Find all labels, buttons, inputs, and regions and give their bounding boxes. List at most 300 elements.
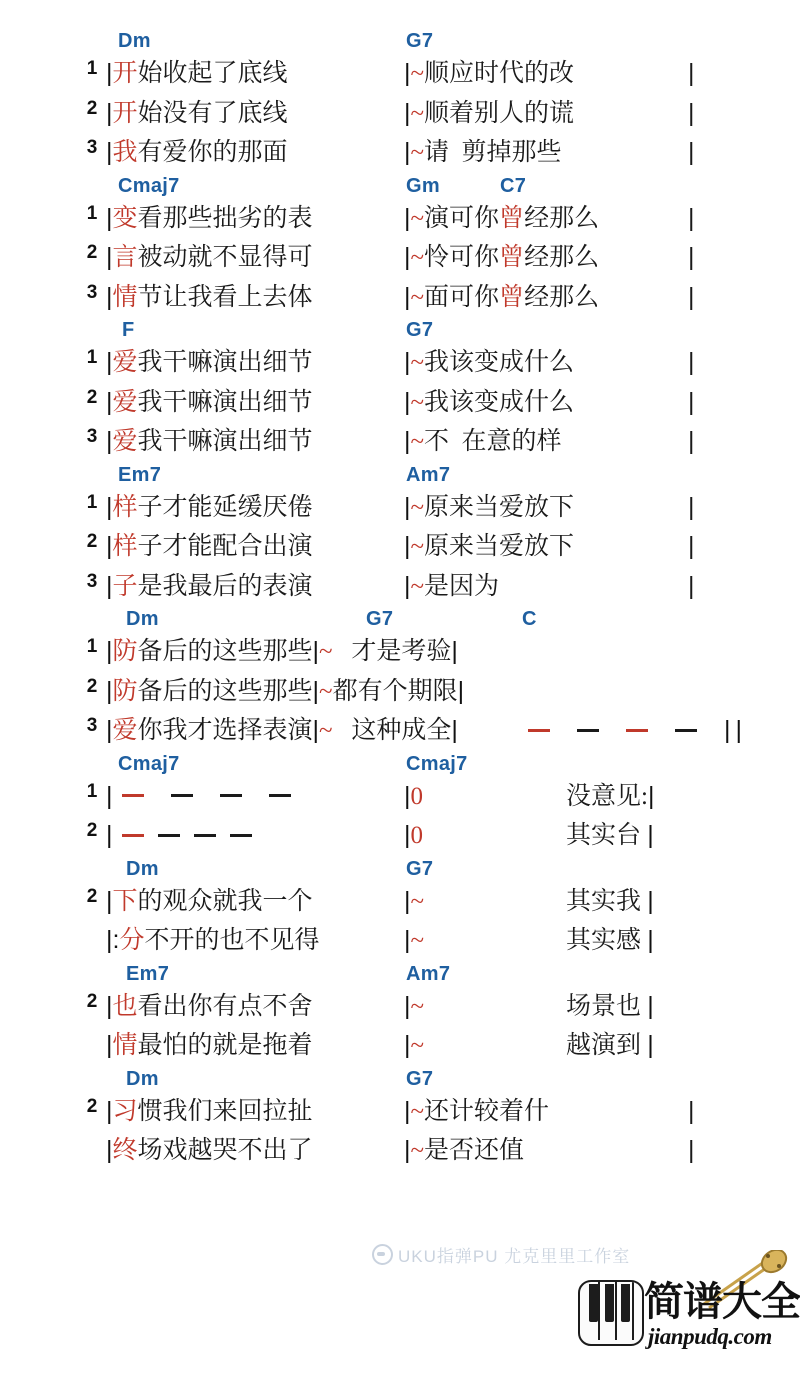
chord-label: G7	[366, 608, 394, 630]
lyric-text: 最怕的就是拖着	[137, 1032, 313, 1059]
measure-bar: |	[106, 203, 113, 232]
lyric-column-left	[106, 385, 313, 420]
lyric-column-right	[404, 424, 562, 459]
measure-bar: |	[106, 348, 113, 376]
watermark-text: UKU指弹PU 尤克里里工作室	[398, 1247, 631, 1266]
lyric-column-left	[106, 280, 313, 315]
lyric-text: 这种成全	[332, 717, 452, 744]
lyric-row	[0, 345, 800, 385]
lyric-column-left	[106, 56, 288, 91]
measure-bar: |	[106, 282, 113, 311]
lyric-text: 我该变成什么	[424, 349, 575, 376]
accent-syllable: ~	[410, 887, 425, 915]
lyric-column-left	[106, 1133, 313, 1168]
lyric-text: 始收起了底线	[137, 60, 288, 87]
accent-syllable: ~	[410, 927, 425, 954]
lyric-column-right	[404, 385, 574, 420]
chord-section	[0, 319, 800, 464]
accent-syllable: ~	[410, 992, 425, 1020]
lyric-text: 请 剪掉那些	[424, 139, 562, 166]
measure-bar: |	[404, 571, 411, 600]
accent-syllable: 开	[112, 99, 138, 127]
lyric-text: 都有个期限	[332, 677, 458, 705]
lyric-column-right	[404, 923, 424, 958]
measure-bar: |	[404, 991, 411, 1020]
end-measure-bar: |	[688, 138, 695, 166]
accent-syllable: 我	[112, 139, 138, 166]
end-measure-bar: |	[688, 1136, 695, 1164]
end-measure-bar: |	[688, 203, 695, 232]
measure-bar: |	[404, 532, 411, 560]
accent-syllable: 终	[112, 1137, 138, 1164]
chord-row	[0, 1068, 800, 1094]
accent-syllable: ~	[410, 493, 425, 521]
accent-syllable: 0	[410, 782, 423, 810]
lyric-column-right	[404, 779, 423, 814]
end-measure-bar: |	[688, 243, 695, 271]
tone-dash	[122, 834, 144, 837]
lyric-text: 始没有了底线	[137, 99, 288, 127]
verse-number: 2	[86, 97, 98, 119]
lyric-text: 子才能延缓厌倦	[137, 493, 313, 521]
chord-row	[0, 464, 800, 490]
lyric-text: 没意见:	[566, 782, 648, 810]
lyric-text: 我干嘛演出细节	[137, 388, 313, 416]
lyric-column-left	[106, 240, 313, 275]
lyric-column-right	[404, 345, 574, 380]
lyric-text: 不 在意的样	[424, 428, 562, 455]
tone-dash	[171, 794, 193, 797]
tone-dash	[194, 834, 216, 837]
chord-row	[0, 753, 800, 779]
lyric-row	[0, 884, 800, 924]
chord-label: Em7	[126, 962, 170, 985]
measure-bar: |	[404, 427, 411, 455]
end-measure-bar: |	[688, 348, 695, 376]
measure-bar: |	[647, 886, 654, 915]
tone-dash	[528, 729, 550, 732]
chord-section	[0, 1068, 800, 1173]
verse-number: 2	[86, 990, 98, 1012]
accent-syllable: 爱	[112, 349, 138, 376]
chord-label: Dm	[118, 30, 151, 52]
accent-syllable: ~	[410, 349, 425, 376]
lyric-column-left	[106, 424, 313, 459]
chord-row	[0, 858, 800, 884]
lyric-column-right	[404, 529, 574, 564]
lyric-text: 是否还值	[424, 1137, 525, 1164]
end-measure-bar: |	[688, 282, 695, 311]
measure-bar: |	[106, 1096, 113, 1125]
accent-syllable: ~	[319, 677, 333, 705]
end-measure-bar: |	[688, 492, 695, 521]
measure-bar: |	[312, 716, 320, 744]
verse-number: 3	[86, 570, 98, 592]
lyric-text: 其实感	[566, 927, 648, 954]
accent-syllable: ~	[410, 204, 425, 232]
lyric-text: 被动就不显得可	[137, 244, 313, 271]
tone-dash	[626, 729, 648, 732]
measure-bar: |	[106, 781, 113, 810]
lyric-column-right	[404, 1133, 524, 1168]
lyric-row	[0, 135, 800, 175]
lyric-column-right	[404, 280, 599, 315]
accent-syllable: 曾	[499, 283, 525, 311]
measure-bar: |	[404, 821, 411, 849]
accent-syllable: ~	[410, 388, 425, 416]
lyric-text: 其实我	[566, 887, 648, 915]
measure-bar: |	[404, 886, 411, 915]
accent-syllable: 防	[112, 638, 138, 665]
accent-syllable: 情	[112, 283, 138, 311]
lyric-row	[0, 923, 800, 963]
measure-bar: |	[312, 637, 320, 665]
chord-row	[0, 30, 800, 56]
lyric-text: 顺着别人的谎	[424, 99, 575, 127]
lyric-column-tail	[566, 779, 654, 814]
chord-section	[0, 175, 800, 320]
lyric-row	[0, 424, 800, 464]
accent-syllable: 也	[112, 992, 138, 1020]
accent-syllable: ~	[410, 533, 425, 560]
accent-syllable: ~	[410, 1097, 425, 1125]
final-double-bar: ||	[724, 715, 747, 744]
chord-row	[0, 608, 800, 634]
verse-number: 1	[86, 636, 98, 657]
lyric-text: 备后的这些那些	[137, 638, 313, 665]
lyric-column-left	[106, 884, 313, 919]
lyric-column-left	[106, 634, 458, 669]
verse-number: 1	[86, 202, 98, 224]
verse-number: 3	[86, 715, 98, 736]
end-measure-bar: |	[688, 98, 695, 127]
measure-bar: |	[404, 1136, 411, 1164]
accent-syllable: 爱	[112, 388, 138, 416]
tone-dash	[230, 834, 252, 837]
lyric-text: 场戏越哭不出了	[137, 1137, 313, 1164]
verse-number: 2	[86, 885, 98, 907]
chord-row	[0, 175, 800, 201]
lyric-text: 不开的也不见得	[144, 927, 320, 954]
lyric-row	[0, 385, 800, 425]
lyric-column-left	[106, 345, 313, 380]
lyric-text: 我干嘛演出细节	[137, 428, 313, 455]
chord-label: C	[522, 608, 537, 630]
tone-dash	[675, 729, 697, 732]
measure-bar: |	[404, 348, 411, 376]
tone-dash	[122, 794, 144, 797]
accent-syllable: ~	[319, 638, 333, 665]
end-measure-bar: |	[688, 1096, 695, 1125]
lyric-text: 顺应时代的改	[424, 60, 575, 87]
chord-row	[0, 319, 800, 345]
accent-syllable: ~	[410, 428, 425, 455]
chord-section	[0, 464, 800, 609]
chord-label: Cmaj7	[406, 752, 468, 775]
measure-bar: |	[106, 821, 113, 849]
lyric-column-right	[404, 569, 499, 604]
lyric-row	[0, 1094, 800, 1134]
measure-bar: |	[404, 282, 411, 311]
end-measure-bar: |	[688, 59, 695, 87]
lyric-row	[0, 1028, 800, 1068]
verse-number: 3	[86, 426, 98, 447]
measure-bar: |	[106, 571, 113, 600]
tone-dash	[158, 834, 180, 837]
measure-bar: |	[404, 492, 411, 521]
accent-syllable: ~	[410, 572, 425, 600]
measure-bar: |	[404, 1096, 411, 1125]
chord-section	[0, 858, 800, 963]
brand-name-cn: 简谱大全	[644, 1280, 800, 1324]
end-measure-bar: |	[688, 532, 695, 560]
lyric-row	[0, 989, 800, 1029]
lyric-column-right	[404, 240, 599, 275]
accent-syllable: 爱	[112, 428, 138, 455]
chord-label: Cmaj7	[118, 752, 180, 775]
measure-bar: |	[106, 59, 113, 87]
measure-bar: |	[106, 676, 113, 705]
lyric-text: 越演到	[566, 1032, 648, 1059]
measure-bar: |	[451, 716, 458, 744]
lyric-column-left	[106, 779, 113, 814]
chord-label: G7	[406, 857, 434, 880]
accent-syllable: 习	[112, 1097, 138, 1125]
lyric-column-left	[106, 1028, 313, 1063]
lyric-text: 有爱你的那面	[137, 139, 288, 166]
accent-syllable: 分	[119, 927, 145, 954]
chord-label: Em7	[118, 463, 162, 486]
lyric-text: 演可你	[424, 204, 500, 232]
lyric-column-right	[404, 490, 574, 525]
measure-bar: |	[647, 781, 655, 810]
measure-bar: |	[106, 243, 113, 271]
lyric-text: 原来当爱放下	[424, 533, 575, 560]
accent-syllable: 曾	[499, 204, 525, 232]
measure-bar: |	[457, 676, 465, 705]
measure-bar: |	[404, 926, 411, 954]
accent-syllable: 防	[112, 677, 138, 705]
lyric-column-left	[106, 818, 113, 853]
tone-dash-run	[528, 713, 747, 747]
accent-syllable: ~	[410, 99, 425, 127]
accent-syllable: 言	[112, 244, 138, 271]
measure-bar: |	[106, 98, 113, 127]
measure-bar: |	[106, 886, 113, 915]
lyric-text: 原来当爱放下	[424, 493, 575, 521]
verse-number: 2	[86, 675, 98, 697]
chord-label: F	[122, 319, 135, 341]
verse-number: 1	[86, 491, 98, 513]
tone-dash-run	[122, 779, 291, 813]
end-measure-bar: |	[688, 427, 695, 455]
accent-syllable: ~	[410, 244, 425, 271]
lyric-text: 是我最后的表演	[137, 572, 313, 600]
measure-bar: |	[404, 781, 411, 810]
measure-bar: |	[106, 492, 113, 521]
accent-syllable: 子	[112, 572, 138, 600]
lyric-text: 面可你	[424, 283, 500, 311]
accent-syllable: ~	[319, 717, 333, 744]
lyric-row	[0, 201, 800, 241]
lyric-text: 看那些拙劣的表	[137, 204, 313, 232]
lyric-column-left	[106, 569, 313, 604]
brand-url: jianpudq.com	[648, 1324, 772, 1349]
chord-section	[0, 753, 800, 858]
accent-syllable: ~	[410, 1032, 425, 1059]
lyric-column-left	[106, 713, 458, 748]
lyric-column-right	[404, 96, 574, 131]
lyric-text: 才是考验	[332, 638, 452, 665]
lyric-column-left	[106, 989, 313, 1024]
lyric-text: 我干嘛演出细节	[137, 349, 313, 376]
lyric-column-right	[404, 818, 423, 853]
measure-bar: |:	[106, 926, 120, 954]
tone-dash	[220, 794, 242, 797]
lyric-text: 是因为	[424, 572, 500, 600]
lyric-text: 子才能配合出演	[137, 533, 313, 560]
brand-logo	[578, 1272, 800, 1352]
measure-bar: |	[312, 676, 320, 705]
lyric-column-left	[106, 201, 313, 236]
chord-label: G7	[406, 30, 434, 52]
lyric-column-right	[404, 56, 574, 91]
verse-number: 2	[86, 242, 98, 263]
measure-bar: |	[451, 637, 458, 665]
lyric-text: 经那么	[524, 283, 600, 311]
lyric-column-left	[106, 96, 288, 131]
end-measure-bar: |	[688, 571, 695, 600]
chord-label: Am7	[406, 962, 451, 985]
lyric-text: 的观众就我一个	[137, 887, 313, 915]
chord-section	[0, 30, 800, 175]
lyric-row	[0, 490, 800, 530]
accent-syllable: ~	[410, 139, 425, 166]
lyric-text: 节让我看上去体	[137, 283, 313, 311]
chord-label: C7	[500, 174, 527, 197]
lyric-text: 场景也	[566, 992, 648, 1020]
lyric-text: 经那么	[524, 244, 600, 271]
measure-bar: |	[404, 203, 411, 232]
lyric-text: 备后的这些那些	[137, 677, 313, 705]
lyric-column-tail	[566, 818, 654, 853]
tone-dash	[577, 729, 599, 732]
measure-bar: |	[106, 138, 113, 166]
accent-syllable: 爱	[112, 717, 138, 744]
lyric-text: 其实台	[566, 822, 648, 849]
lyric-text: 你我才选择表演	[137, 717, 313, 744]
measure-bar: |	[106, 387, 113, 416]
verse-number: 1	[86, 780, 98, 802]
measure-bar: |	[647, 991, 654, 1020]
end-measure-bar: |	[688, 387, 695, 416]
lyric-text: 我该变成什么	[424, 388, 575, 416]
lyric-column-left	[106, 490, 313, 525]
verse-number: 2	[86, 386, 98, 408]
chord-label: Gm	[406, 174, 440, 197]
measure-bar: |	[106, 991, 113, 1020]
accent-syllable: 开	[112, 60, 138, 87]
measure-bar: |	[404, 59, 411, 87]
lyric-column-tail	[566, 989, 654, 1024]
lyric-text: 惯我们来回拉扯	[137, 1097, 313, 1125]
measure-bar: |	[404, 243, 411, 271]
measure-bar: |	[647, 926, 654, 954]
lyric-column-left	[106, 135, 288, 170]
chord-label: Dm	[126, 857, 159, 880]
lyric-row	[0, 96, 800, 136]
measure-bar: |	[106, 1136, 113, 1164]
measure-bar: |	[106, 532, 113, 560]
chord-section	[0, 963, 800, 1068]
lyric-row	[0, 713, 800, 753]
lyric-column-right	[404, 201, 599, 236]
lyric-row	[0, 674, 800, 714]
lyric-row	[0, 634, 800, 674]
lyric-column-left	[106, 529, 313, 564]
tone-dash	[269, 794, 291, 797]
piano-keyboard-icon	[578, 1280, 644, 1346]
lyric-text: 看出你有点不舍	[137, 992, 313, 1020]
measure-bar: |	[106, 637, 113, 665]
verse-number: 2	[86, 531, 98, 552]
tone-dash-run	[122, 818, 252, 852]
measure-bar: |	[404, 387, 411, 416]
accent-syllable: 样	[112, 493, 138, 521]
measure-bar: |	[106, 427, 113, 455]
lyric-row	[0, 569, 800, 609]
measure-bar: |	[106, 1031, 113, 1059]
accent-syllable: 0	[410, 822, 423, 849]
lyric-row	[0, 818, 800, 858]
lyric-column-tail	[566, 884, 654, 919]
lyric-row	[0, 779, 800, 819]
measure-bar: |	[647, 1031, 654, 1059]
lyric-column-tail	[566, 923, 654, 958]
chord-label: Dm	[126, 608, 159, 630]
verse-number: 3	[86, 281, 98, 303]
accent-syllable: 情	[112, 1032, 138, 1059]
lyric-row	[0, 529, 800, 569]
chord-label: G7	[406, 1067, 434, 1090]
chord-label: Dm	[126, 1067, 159, 1090]
accent-syllable: 变	[112, 204, 138, 232]
measure-bar: |	[647, 821, 654, 849]
measure-bar: |	[106, 716, 113, 744]
accent-syllable: 曾	[499, 244, 525, 271]
chord-label: G7	[406, 319, 434, 341]
measure-bar: |	[404, 138, 411, 166]
measure-bar: |	[404, 98, 411, 127]
lyric-column-left	[106, 923, 319, 958]
accent-syllable: ~	[410, 1137, 425, 1164]
verse-number: 1	[86, 58, 98, 79]
lyric-column-right	[404, 1094, 549, 1129]
accent-syllable: 样	[112, 533, 138, 560]
chord-label: Am7	[406, 463, 451, 486]
lyric-column-right	[404, 884, 424, 919]
chord-section	[0, 608, 800, 753]
lyric-row	[0, 1133, 800, 1173]
lyric-column-right	[404, 989, 424, 1024]
chord-label: Cmaj7	[118, 174, 180, 197]
accent-syllable: ~	[410, 60, 425, 87]
lyric-text: 怜可你	[424, 244, 500, 271]
lyric-column-left	[106, 1094, 313, 1129]
lyric-column-right	[404, 135, 562, 170]
lyric-row	[0, 56, 800, 96]
lyric-row	[0, 280, 800, 320]
